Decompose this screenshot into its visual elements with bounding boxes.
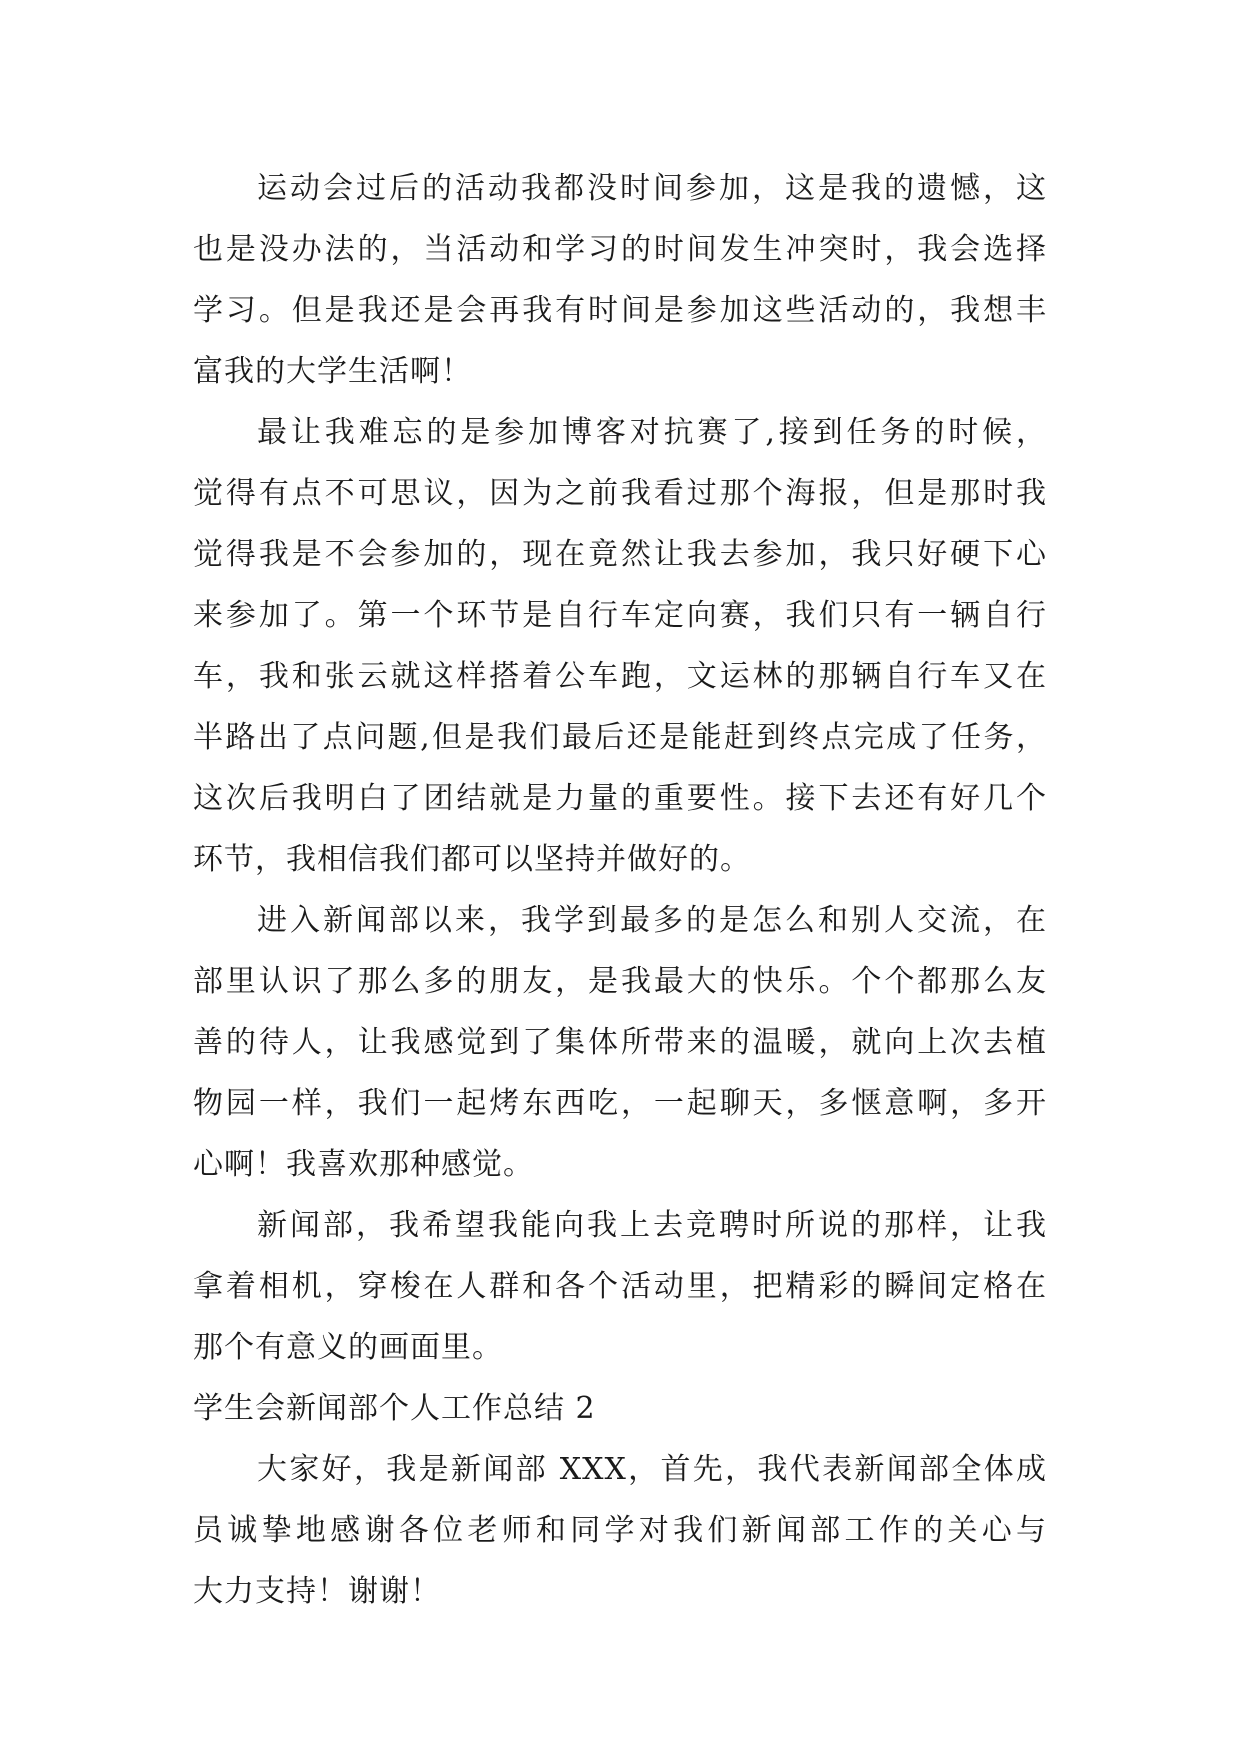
paragraph-line: 车，我和张云就这样搭着公车跑，文运林的那辆自行车又在 (193, 659, 1047, 694)
paragraph-line: 也是没办法的，当活动和学习的时间发生冲突时，我会选择 (193, 232, 1047, 267)
paragraph-line: 大力支持！谢谢！ (193, 1574, 441, 1609)
paragraph-line: 半路出了点问题,但是我们最后还是能赶到终点完成了任务， (193, 720, 1047, 755)
paragraph (193, 1195, 1047, 1378)
paragraph-line: 学习。但是我还是会再我有时间是参加这些活动的，我想丰 (193, 293, 1047, 328)
section-heading: 学生会新闻部个人工作总结 2 (193, 1391, 596, 1426)
paragraph-line: 来参加了。第一个环节是自行车定向赛，我们只有一辆自行 (193, 598, 1047, 633)
paragraph-line: 这次后我明白了团结就是力量的重要性。接下去还有好几个 (193, 781, 1047, 816)
paragraph-line: 大家好，我是新闻部 XXX，首先，我代表新闻部全体成 (257, 1452, 1047, 1487)
paragraph-line: 最让我难忘的是参加博客对抗赛了,接到任务的时候， (257, 415, 1047, 450)
paragraph-line: 环节，我相信我们都可以坚持并做好的。 (193, 842, 751, 877)
paragraph (193, 1439, 1047, 1622)
paragraph-line: 富我的大学生活啊！ (193, 354, 472, 389)
paragraph-line: 运动会过后的活动我都没时间参加，这是我的遗憾，这 (257, 171, 1047, 206)
paragraph (193, 890, 1047, 1195)
paragraph-line: 那个有意义的画面里。 (193, 1330, 503, 1365)
paragraph-line: 物园一样，我们一起烤东西吃，一起聊天，多惬意啊，多开 (193, 1086, 1047, 1121)
paragraph-line: 员诚挚地感谢各位老师和同学对我们新闻部工作的关心与 (193, 1513, 1047, 1548)
paragraph-line: 拿着相机，穿梭在人群和各个活动里，把精彩的瞬间定格在 (193, 1269, 1047, 1304)
paragraph-line: 善的待人，让我感觉到了集体所带来的温暖，就向上次去植 (193, 1025, 1047, 1060)
paragraph-line: 新闻部，我希望我能向我上去竞聘时所说的那样，让我 (257, 1208, 1047, 1243)
paragraph-line: 心啊！我喜欢那种感觉。 (193, 1147, 534, 1182)
paragraph-line: 觉得我是不会参加的，现在竟然让我去参加，我只好硬下心 (193, 537, 1047, 572)
paragraph (193, 402, 1047, 890)
paragraph-line: 觉得有点不可思议，因为之前我看过那个海报，但是那时我 (193, 476, 1047, 511)
document-page (193, 158, 1047, 1622)
paragraph-line: 进入新闻部以来，我学到最多的是怎么和别人交流，在 (257, 903, 1047, 938)
paragraph (193, 158, 1047, 402)
paragraph-line: 部里认识了那么多的朋友，是我最大的快乐。个个都那么友 (193, 964, 1047, 999)
